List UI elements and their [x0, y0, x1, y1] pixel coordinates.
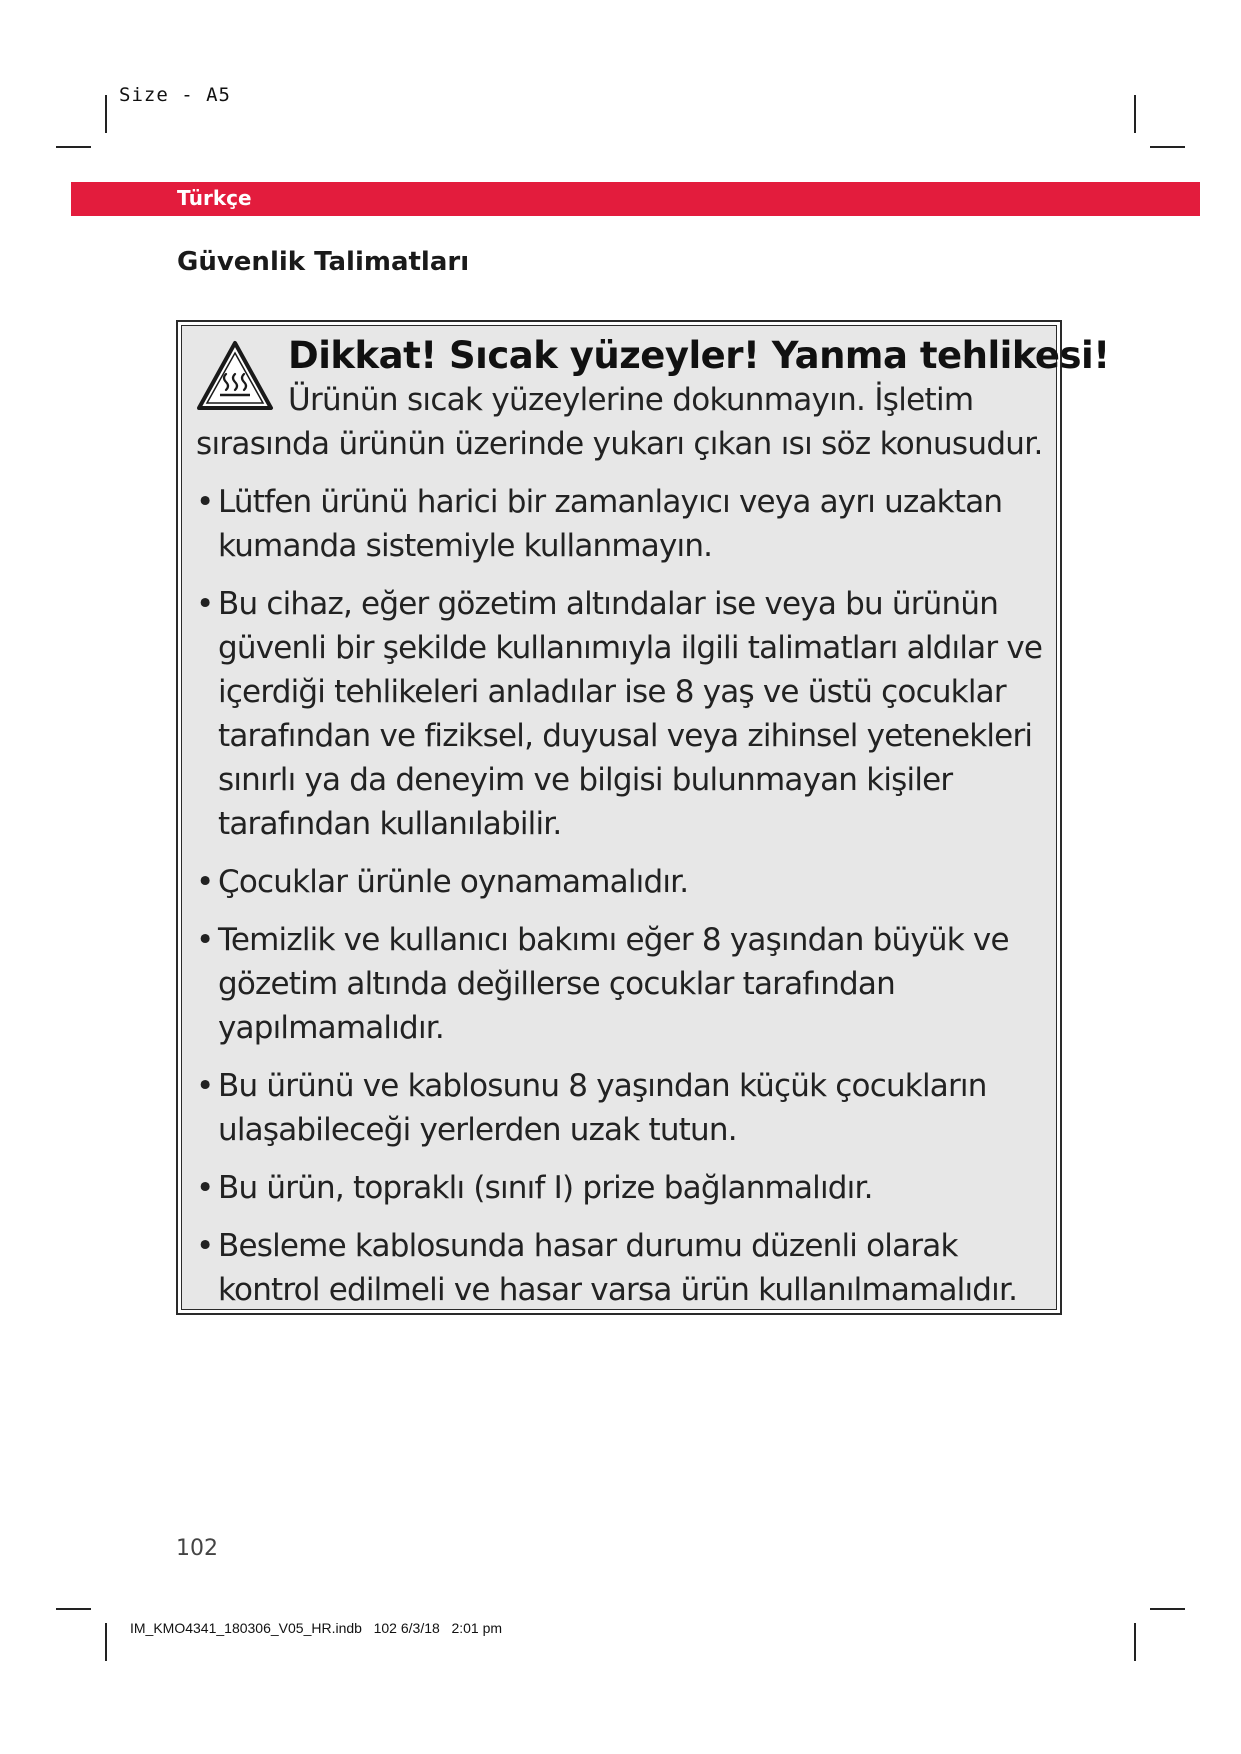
warning-box — [176, 320, 1110, 1315]
list-item — [196, 918, 1062, 1050]
page-number: 102 — [176, 1536, 218, 1561]
crop-mark-bottom-left-vertical — [105, 1623, 107, 1661]
list-item-text: Çocuklar ürünle oynamamalıdır. — [218, 864, 689, 900]
list-item — [196, 582, 1062, 846]
list-item — [196, 1224, 1062, 1312]
crop-mark-bottom-right-vertical — [1134, 1623, 1136, 1661]
bullet-dot: • — [196, 484, 214, 520]
list-item-text: Bu ürün, topraklı (sınıf I) prize bağlanmalıdır. — [218, 1170, 873, 1206]
bullet-dot: • — [196, 1068, 214, 1104]
crop-mark-bottom-right-horizontal — [1150, 1608, 1185, 1610]
crop-mark-bottom-left-horizontal — [56, 1608, 91, 1610]
size-label: Size - A5 — [119, 84, 231, 106]
warning-box-inner — [181, 325, 1110, 1310]
crop-mark-top-right-vertical — [1134, 95, 1136, 133]
list-item-text: Lütfen ürünü harici bir zamanlayıcı veya ayrı uzaktan kumanda sistemiyle kullanmayın. — [218, 484, 1003, 564]
warning-heading: Dikkat! Sıcak yüzeyler! Yanma tehlikesi! — [288, 334, 1110, 377]
list-item — [196, 1166, 1062, 1210]
safety-bullet-list — [196, 480, 1062, 1326]
warning-text: Ürünün sıcak yüzeylerine dokunmayın. İşletim sırasında ürünün üzerinde yukarı çıkan ısı söz konusudur. — [196, 382, 1043, 462]
footer-file-info: IM_KMO4341_180306_V05_HR.indb 102 6/3/18 2:01 pm — [130, 1620, 503, 1636]
list-item-text: Besleme kablosunda hasar durumu düzenli olarak kontrol edilmeli ve hasar varsa ürün kullanılmamalıdır. — [218, 1228, 1018, 1308]
list-item — [196, 860, 1062, 904]
list-item-text: Bu cihaz, eğer gözetim altındalar ise veya bu ürünün güvenli bir şekilde kullanımıyla ilgili talimatları aldılar ve içerdiği tehlikeleri anladılar ise 8 yaş ve üstü çocuklar tarafından ve fiziksel, duyusal veya zihinsel yetenekleri sınırlı ya da deneyim ve bilgisi bulunmayan kişiler tarafından kullanılabilir. — [218, 586, 1043, 842]
bullet-dot: • — [196, 922, 214, 958]
list-item — [196, 480, 1062, 568]
language-label: Türkçe — [177, 186, 252, 210]
bullet-dot: • — [196, 1228, 214, 1264]
crop-mark-top-right-horizontal — [1150, 146, 1185, 148]
bullet-dot: • — [196, 586, 214, 622]
bullet-dot: • — [196, 864, 214, 900]
language-bar — [71, 182, 1200, 216]
crop-mark-top-left-vertical — [105, 95, 107, 133]
list-item-text: Temizlik ve kullanıcı bakımı eğer 8 yaşından büyük ve gözetim altında değillerse çocuklar tarafından yapılmamalıdır. — [218, 922, 1009, 1046]
bullet-dot: • — [196, 1170, 214, 1206]
list-item — [196, 1064, 1062, 1152]
crop-mark-top-left-horizontal — [56, 146, 91, 148]
section-title: Güvenlik Talimatları — [177, 247, 470, 277]
list-item-text: Bu ürünü ve kablosunu 8 yaşından küçük çocukların ulaşabileceği yerlerden uzak tutun. — [218, 1068, 987, 1148]
